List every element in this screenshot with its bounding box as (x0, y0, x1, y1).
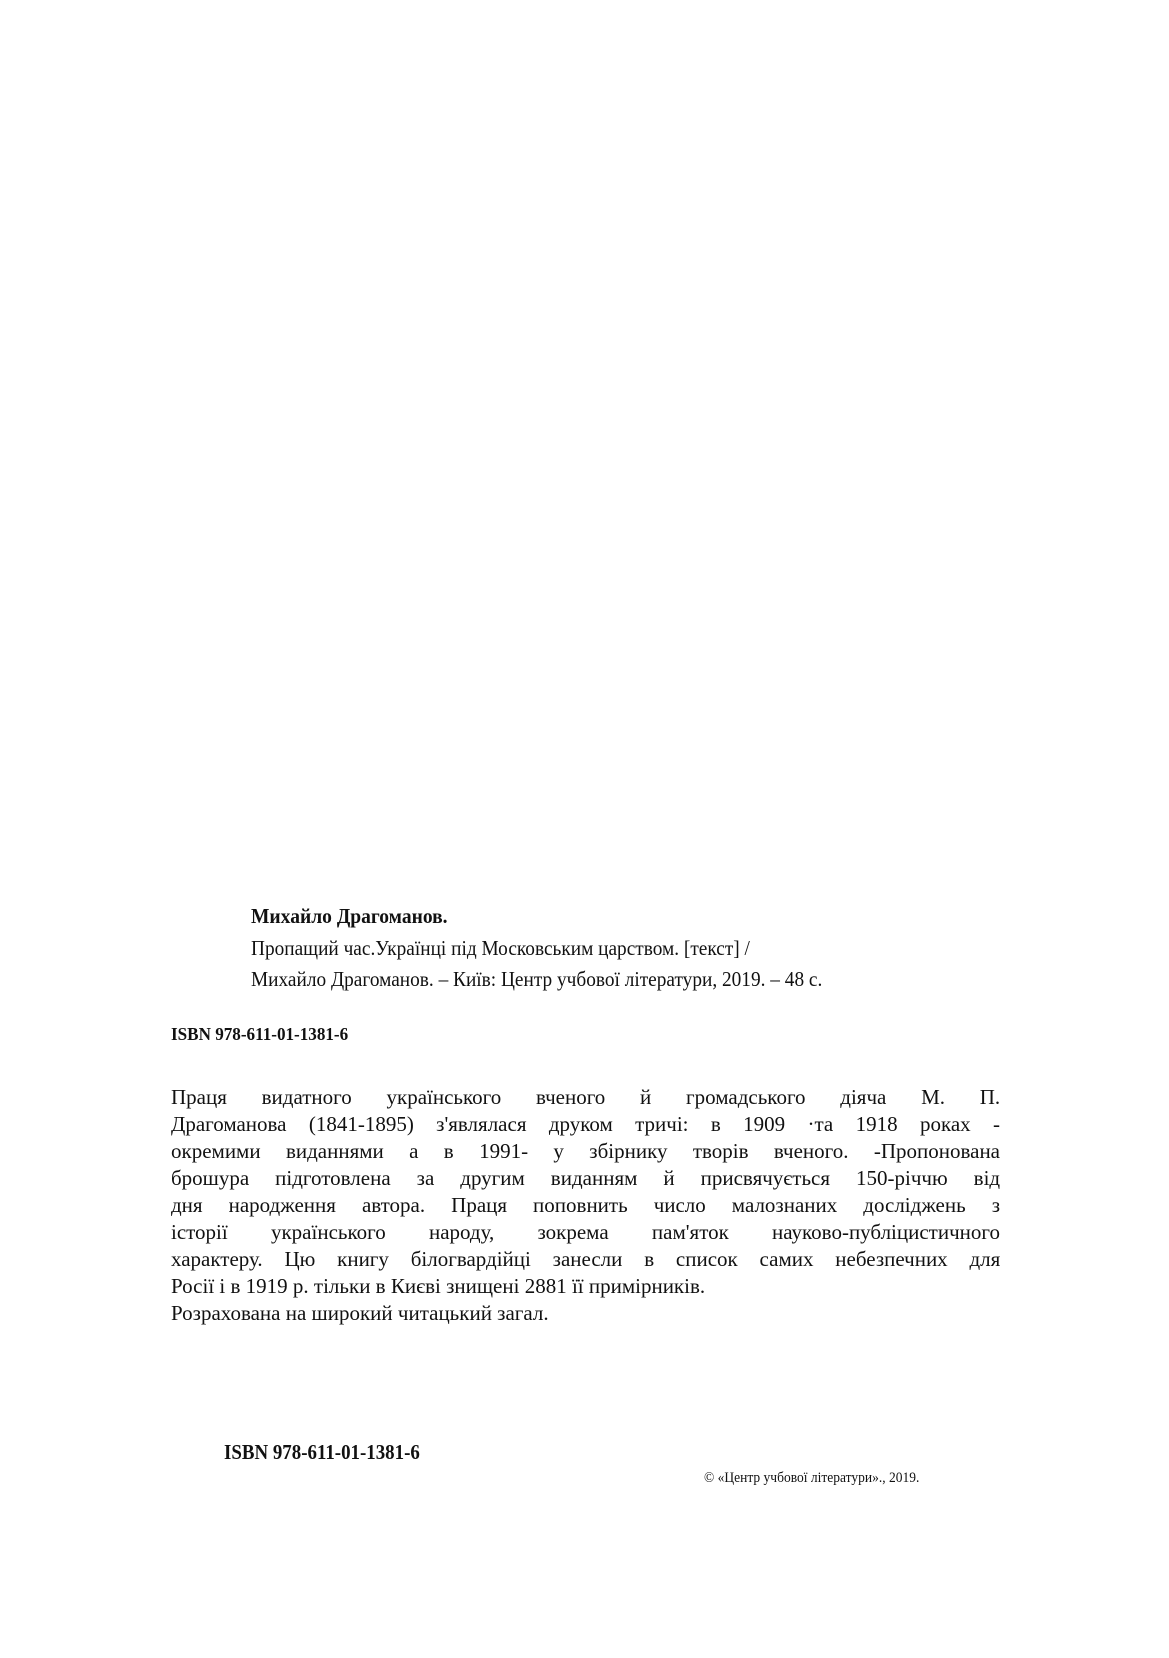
copyright-notice: © «Центр учбової літератури»., 2019. (704, 1470, 920, 1486)
annotation-line: дня народження автора. Праця поповнить число малознаних досліджень з (171, 1193, 1000, 1217)
citation-line-title: Пропащий час.Українці під Московським царством. [текст] / (251, 936, 750, 960)
isbn-bottom: ISBN 978-611-01-1381-6 (224, 1440, 420, 1464)
annotation-line: історії українського народу, зокрема пам'яток науково-публіцистичного (171, 1220, 1000, 1244)
author-heading: Михайло Драгоманов. (251, 904, 448, 928)
annotation-line: Праця видатного українського вченого й громадського діяча М. П. (171, 1085, 1001, 1109)
isbn-top: ISBN 978-611-01-1381-6 (171, 1024, 349, 1044)
audience-note: Розрахована на широкий читацький загал. (171, 1301, 549, 1325)
annotation-line: Драгоманова (1841-1895) з'являлася друком тричі: в 1909 ·та 1918 роках - (171, 1112, 1000, 1136)
annotation-paragraph (171, 1084, 1000, 1327)
annotation-line: брошура підготовлена за другим виданням й присвячується 150-річчю від (171, 1166, 1001, 1190)
annotation-line: Росії і в 1919 р. тільки в Києві знищені 2881 її примірників. (171, 1274, 706, 1298)
annotation-line: окремими виданнями а в 1991- у збірнику творів вченого. -Пропонована (171, 1139, 1001, 1163)
annotation-line: характеру. Цю книгу білогвардійці занесли в список самих небезпечних для (171, 1247, 1001, 1271)
citation-line-publisher: Михайло Драгоманов. – Київ: Центр учбової літератури, 2019. – 48 с. (251, 967, 823, 991)
